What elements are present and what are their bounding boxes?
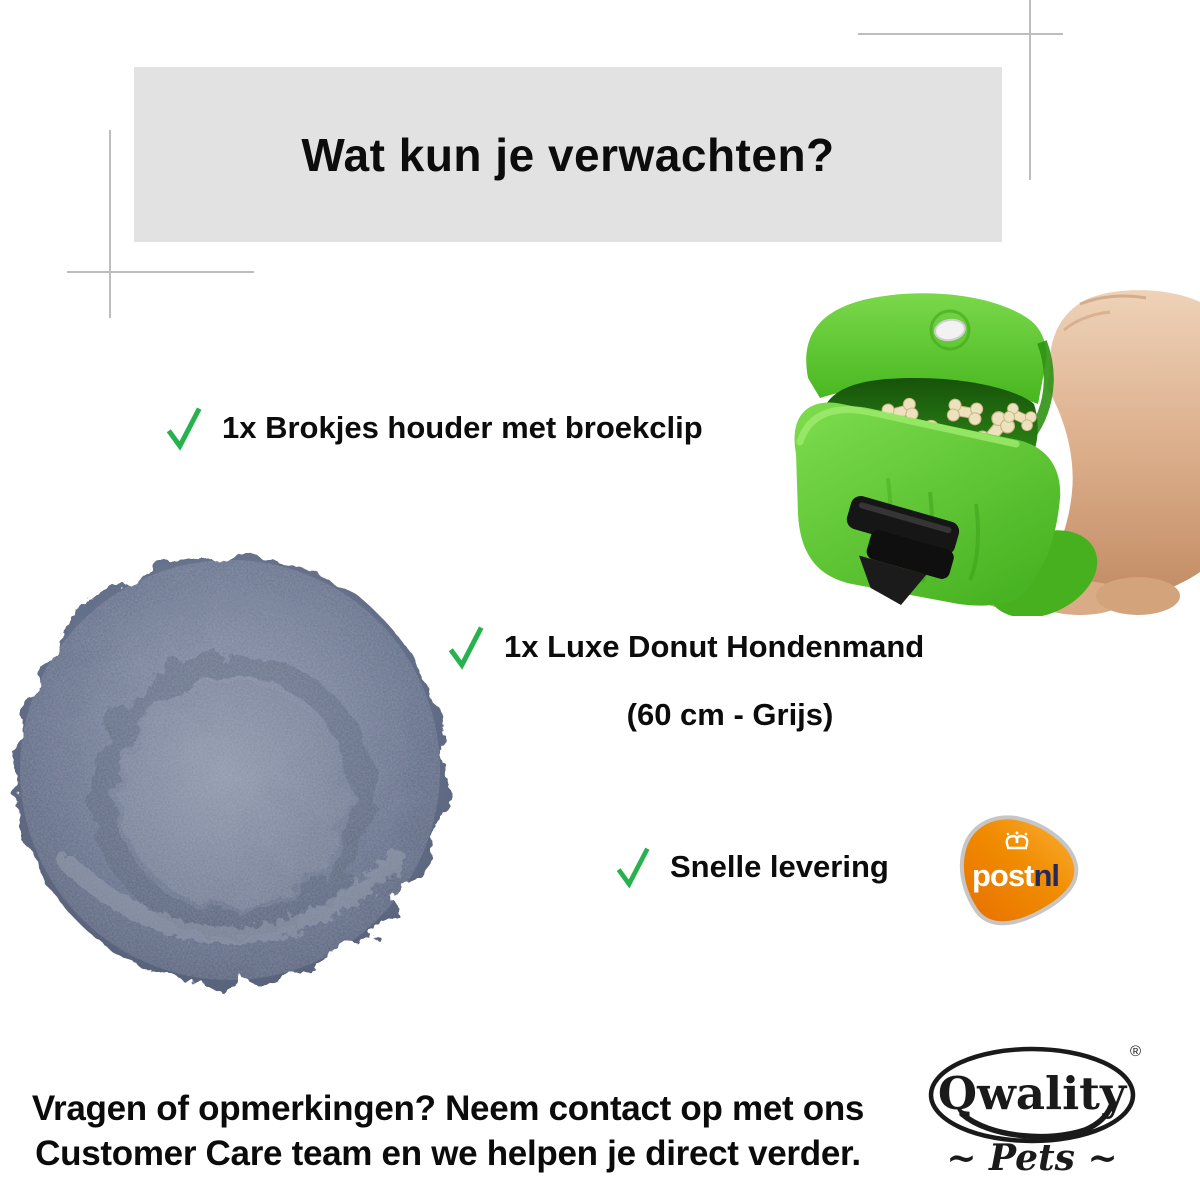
postnl-wordmark: postnl <box>972 858 1059 893</box>
page-title: Wat kun je verwachten? <box>301 128 835 181</box>
footer-text-line1: Vragen of opmerkingen? Neem contact op met ons <box>31 1089 865 1128</box>
dog-bed-photo <box>5 533 461 1011</box>
checklist-item-2 <box>448 622 924 672</box>
crosshair-line-horizontal-top-right <box>858 33 1063 35</box>
check-icon <box>448 624 484 670</box>
postnl-logo <box>948 810 1090 938</box>
crosshair-line-vertical-top-right <box>1029 0 1031 180</box>
checklist-item-label: 1x Brokjes houder met broekclip <box>222 410 703 445</box>
treat-pouch-photo <box>780 282 1200 616</box>
footer-contact-text <box>28 1086 868 1176</box>
crosshair-line-vertical-left <box>109 130 111 318</box>
registered-mark: ® <box>1130 1043 1142 1060</box>
crosshair-line-horizontal-left <box>67 271 254 273</box>
checklist-item-label: 1x Luxe Donut Hondenmand <box>504 629 925 664</box>
brand-name: Qwality <box>937 1067 1127 1120</box>
check-icon <box>166 405 202 451</box>
bed-fur-texture <box>20 560 440 980</box>
checklist-item-1 <box>166 403 703 453</box>
check-icon <box>616 845 650 889</box>
brand-logo <box>900 1032 1180 1181</box>
footer-text-line2: Customer Care team en we helpen je direct verder. <box>35 1134 861 1173</box>
checklist-item-2-subline: (60 cm - Grijs) <box>626 697 834 732</box>
brand-tagline: ~ Pets ~ <box>946 1137 1118 1179</box>
header-banner <box>134 67 1002 242</box>
checklist-item-label: Snelle levering <box>670 849 889 884</box>
checklist-item-3 <box>616 842 889 892</box>
